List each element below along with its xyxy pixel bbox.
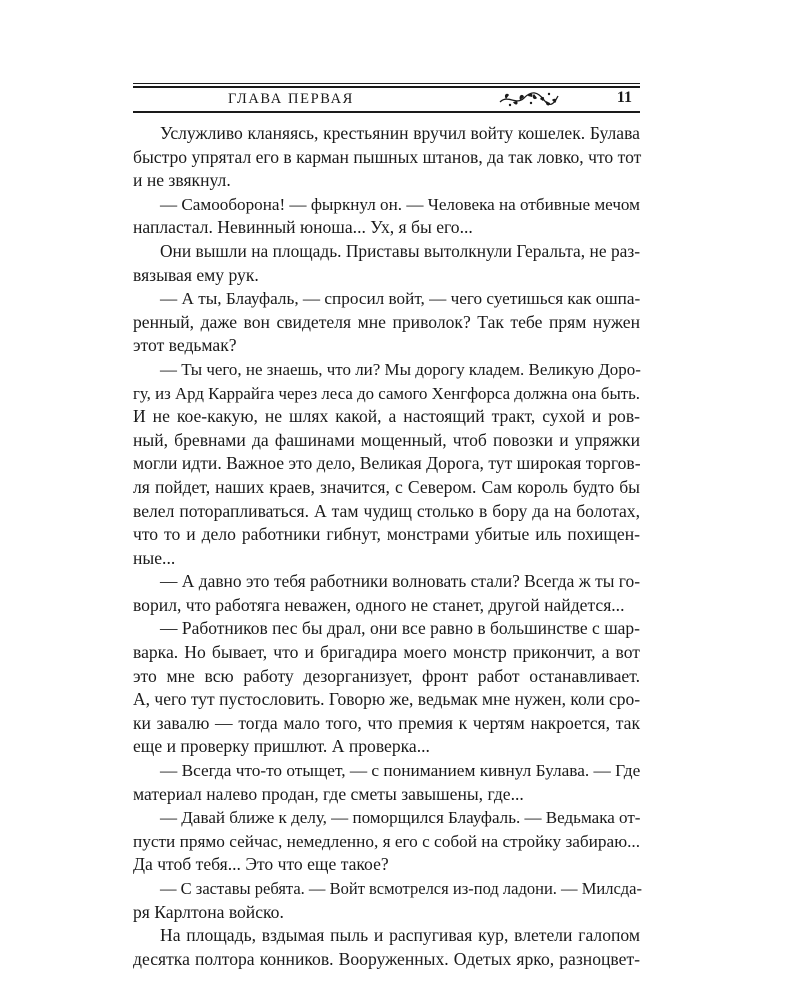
- text-line: это мне всю работу дезорганизует, фронт работ останавливает.: [133, 665, 640, 686]
- text-line: ный, бревнами да фашинами мощенный, чтоб повозки и упряжки: [133, 429, 640, 450]
- text-line: десятка полтора конников. Вооруженных. Одетых ярко, разноцвет-: [133, 948, 640, 969]
- text-line: Они вышли на площадь. Приставы вытолкнули Геральта, не раз-: [160, 241, 640, 261]
- text-line: ки завалю — тогда мало того, что премия к чертям накроется, так: [133, 712, 640, 733]
- text-line: — А давно это тебя работники волновать стали? Всегда ж ты го-: [160, 571, 640, 592]
- chapter-title: ГЛАВА ПЕРВАЯ: [228, 91, 354, 107]
- text-line: — С заставы ребята. — Войт всмотрелся из-под ладони. — Милсда-: [160, 879, 643, 898]
- text-line: вязывая ему рук.: [133, 264, 259, 285]
- vine-ornament-icon: [498, 88, 560, 110]
- text-line: напластал. Невинный юноша... Ух, я бы его...: [133, 217, 473, 238]
- text-line: — Ты чего, не знаешь, что ли? Мы дорогу кладем. Великую Доро-: [160, 359, 641, 379]
- text-line: ворил, что работяга неважен, одного не станет, другой найдется...: [133, 594, 625, 615]
- text-line: ря Карлтона войско.: [133, 901, 284, 922]
- running-header: [133, 87, 640, 111]
- text-line: И не кое-какую, не шлях какой, а настоящий тракт, сухой и ров-: [133, 406, 640, 427]
- text-line: А, чего тут пустословить. Говорю же, ведьмак мне нужен, коли сро-: [133, 689, 641, 710]
- text-line: — Всегда что-то отыщет, — с пониманием кивнул Булава. — Где: [160, 761, 641, 781]
- text-line: — Самооборона! — фыркнул он. — Человека на отбивные мечом: [160, 194, 640, 214]
- text-line: ные...: [133, 547, 176, 568]
- text-line: ля пойдет, наших краев, значится, с Севером. Сам король будто бы: [133, 476, 640, 497]
- text-line: ренный, даже вон свидетеля мне приволок? Так тебе прям нужен: [133, 311, 640, 332]
- text-line: и не звякнул.: [133, 170, 231, 191]
- text-line: Услужливо кланяясь, крестьянин вручил войту кошелек. Булава: [160, 123, 640, 143]
- text-line: — Работников пес бы драл, они все равно в большинстве с шар-: [160, 618, 640, 639]
- text-line: пусти прямо сейчас, немедленно, я его с собой на стройку забираю...: [133, 831, 641, 851]
- header-rule-thin: [133, 83, 640, 84]
- text-line: быстро упрятал его в карман пышных штанов, да так ловко, что тот: [133, 146, 642, 167]
- text-line: гу, из Ард Каррайга через леса до самого Хенгфорса должна она быть.: [133, 383, 640, 403]
- text-line: — А ты, Блауфаль, — спросил войт, — чего суетишься как ошпа-: [160, 289, 641, 309]
- text-line: варка. Но бывает, что и бригадира моего монстр прикончит, а вот: [133, 642, 640, 663]
- text-line: велел поторапливаться. А там чудищ столько в бору да на болотах,: [133, 500, 640, 521]
- body-text: [133, 122, 643, 971]
- text-line: еще и проверку пришлют. А проверка...: [133, 736, 430, 757]
- header-rule-bottom: [133, 111, 640, 113]
- text-line: могли идти. Важное это дело, Великая Дорога, тут широкая торгов-: [133, 453, 641, 474]
- text-line: На площадь, вздымая пыль и распугивая кур, влетели галопом: [160, 925, 640, 946]
- text-line: этот ведьмак?: [133, 335, 237, 356]
- text-line: что то и дело работники гибнут, монстрами убитые иль похищен-: [133, 524, 640, 545]
- text-line: материал налево продан, где сметы завышены, где...: [133, 783, 524, 804]
- text-line: Да чтоб тебя... Это что еще такое?: [133, 854, 389, 875]
- page-number: 11: [616, 89, 632, 106]
- text-line: — Давай ближе к делу, — поморщился Блауфаль. — Ведьмака от-: [160, 808, 641, 828]
